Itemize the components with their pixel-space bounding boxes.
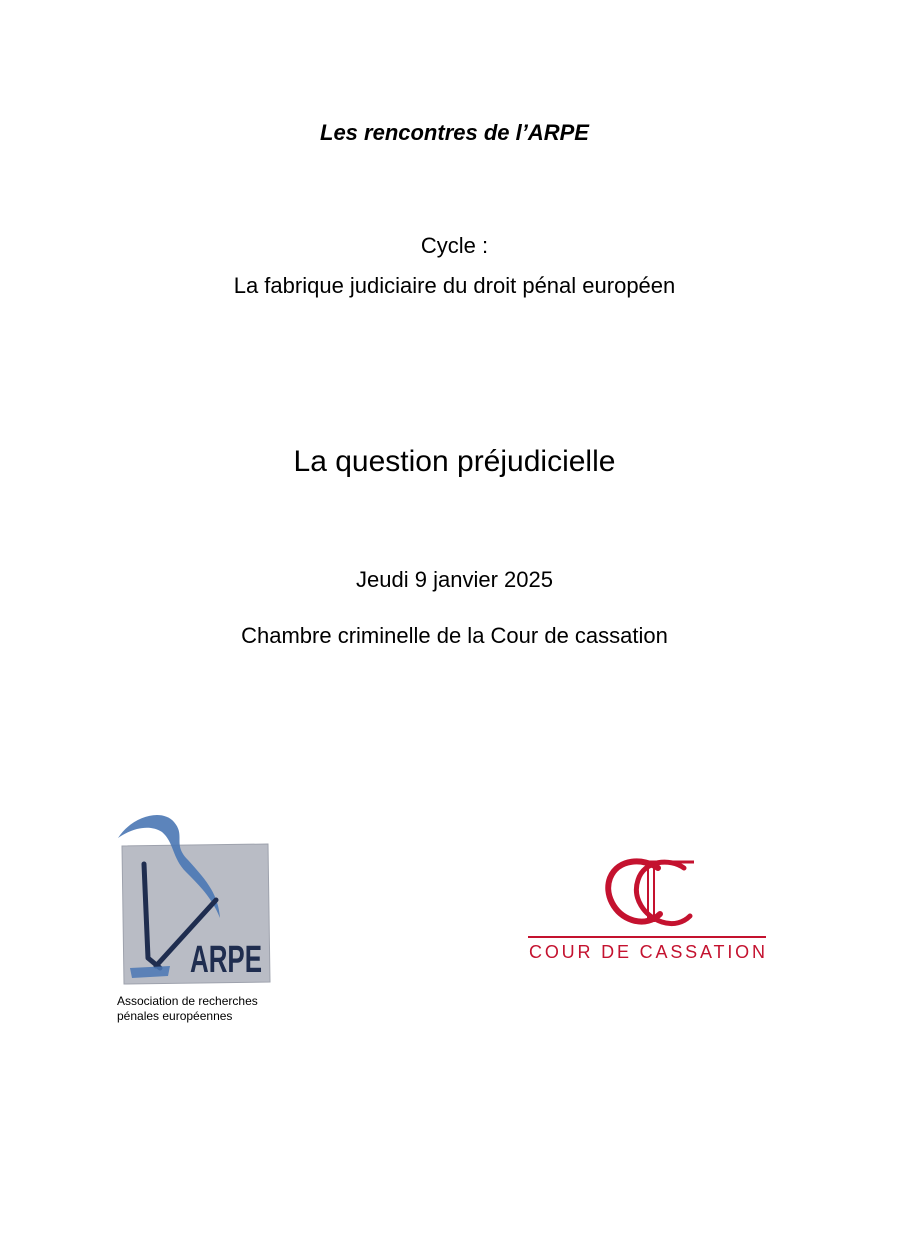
arpe-caption-line2: pénales européennes xyxy=(117,1009,233,1023)
page-title: La question préjudicielle xyxy=(293,445,616,478)
cour-de-cassation-logo xyxy=(526,856,768,964)
arpe-logo xyxy=(112,808,277,986)
event-venue: Chambre criminelle de la Cour de cassation xyxy=(241,623,668,648)
cassation-rule xyxy=(528,936,766,938)
arpe-caption-line1: Association de recherches xyxy=(117,994,258,1008)
arpe-wordmark: ARPE xyxy=(190,939,262,981)
cassation-wordmark: COUR DE CASSATION xyxy=(529,942,765,962)
series-title: Les rencontres de l’ARPE xyxy=(320,120,589,145)
cycle-label: Cycle : xyxy=(420,233,489,258)
cycle-title: La fabrique judiciaire du droit pénal européen xyxy=(233,273,676,298)
event-date: Jeudi 9 janvier 2025 xyxy=(356,567,553,592)
arpe-caption xyxy=(117,994,258,1024)
